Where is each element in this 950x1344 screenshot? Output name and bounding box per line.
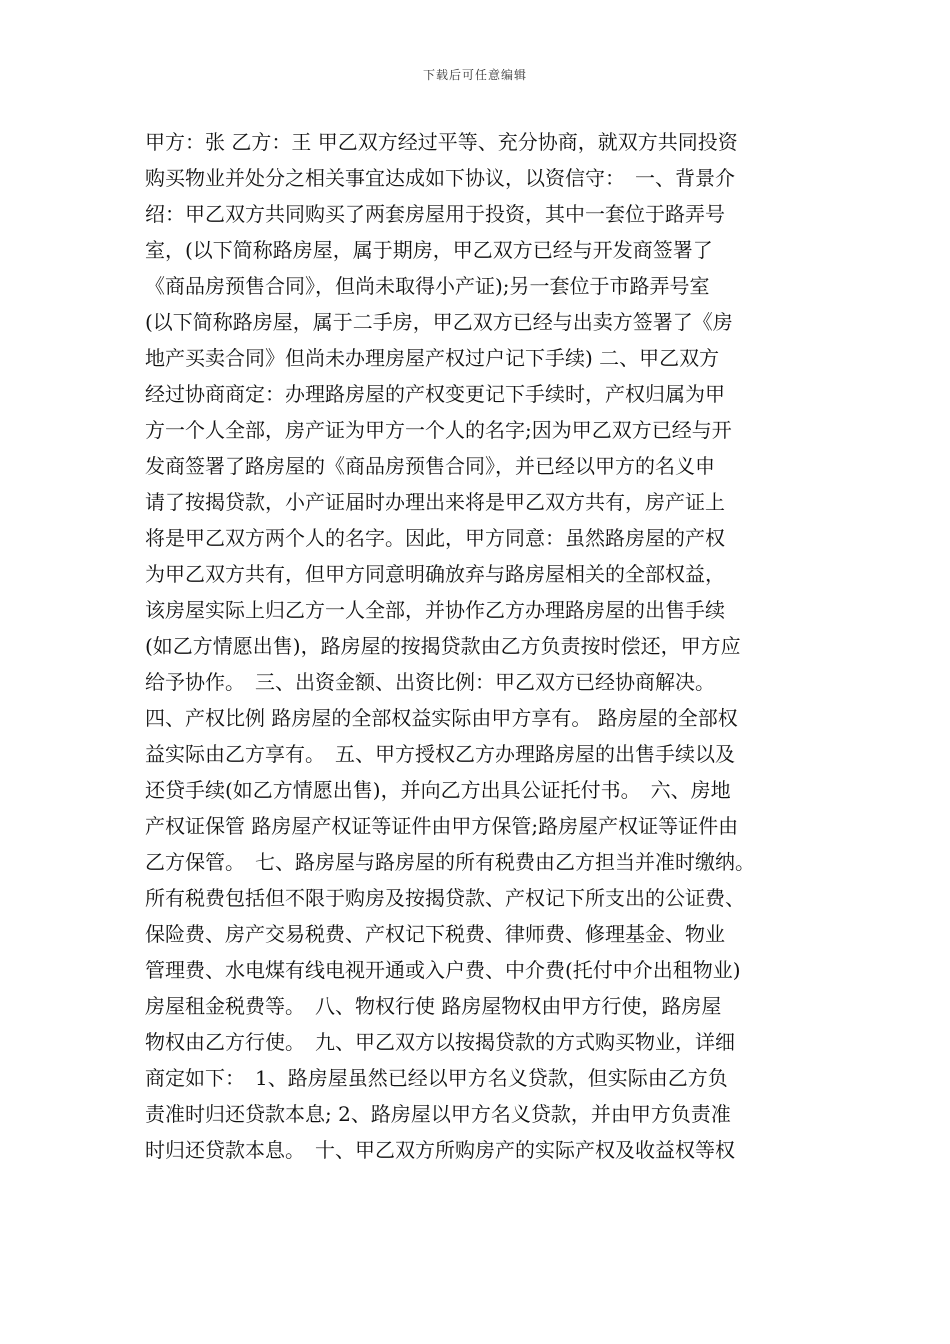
text-line: (以下简称路房屋，属于二手房，甲乙双方已经与出卖方签署了《房 [145,310,733,334]
text-line: 产权证保管 路房屋产权证等证件由甲方保管;路房屋产权证等证件由 [145,814,739,838]
text-line: 经过协商商定：办理路房屋的产权变更记下手续时，产权归属为甲 [145,382,725,406]
text-line: 益实际由乙方享有。 五、甲方授权乙方办理路房屋的出售手续以及 [145,742,735,766]
text-line: 《商品房预售合同》，但尚未取得小产证);另一套位于市路弄号室 [145,274,710,298]
text-line: 四、产权比例 路房屋的全部权益实际由甲方享有。 路房屋的全部权 [145,706,738,730]
text-line: 所有税费包括但不限于购房及按揭贷款、产权记下所支出的公证费、 [145,886,745,910]
text-line: 还贷手续(如乙方情愿出售)，并向乙方出具公证托付书。 六、房地 [145,778,731,802]
text-line: 房屋租金税费等。 八、物权行使 路房屋物权由甲方行使，路房屋 [145,994,722,1018]
page-header: 下载后可任意编辑 [422,68,527,82]
text-line: 责准时归还贷款本息; 2、路房屋以甲方名义贷款，并由甲方负责准 [145,1102,731,1126]
text-line: 时归还贷款本息。 十、甲乙双方所购房产的实际产权及收益权等权 [145,1138,735,1162]
agreement-body [145,124,807,1168]
text-line: 物权由乙方行使。 九、甲乙双方以按揭贷款的方式购买物业，详细 [145,1030,735,1054]
text-line: (如乙方情愿出售)，路房屋的按揭贷款由乙方负责按时偿还，甲方应 [145,634,741,658]
text-line: 室，(以下简称路房屋，属于期房，甲乙双方已经与开发商签署了 [145,238,713,262]
text-line: 购买物业并处分之相关事宜达成如下协议，以资信守： 一、背景介 [145,166,735,190]
text-line: 为甲乙双方共有，但甲方同意明确放弃与路房屋相关的全部权益， [145,562,725,586]
text-line: 给予协作。 三、出资金额、出资比例：甲乙双方已经协商解决。 [145,670,715,694]
text-line: 甲方：张 乙方：王 甲乙双方经过平等、充分协商，就双方共同投资 [145,130,738,154]
text-line: 绍：甲乙双方共同购买了两套房屋用于投资，其中一套位于路弄号 [145,202,725,226]
text-line: 发商签署了路房屋的《商品房预售合同》，并已经以甲方的名义申 [145,454,715,478]
text-line: 管理费、水电煤有线电视开通或入户费、中介费(托付中介出租物业) [145,958,741,982]
text-line: 将是甲乙双方两个人的名字。因此，甲方同意：虽然路房屋的产权 [145,526,725,550]
text-line: 乙方保管。 七、路房屋与路房屋的所有税费由乙方担当并准时缴纳。 [145,850,755,874]
text-line: 方一个人全部，房产证为甲方一个人的名字;因为甲乙双方已经与开 [145,418,732,442]
text-line: 该房屋实际上归乙方一人全部，并协作乙方办理路房屋的出售手续 [145,598,725,622]
text-line: 请了按揭贷款，小产证届时办理出来将是甲乙双方共有，房产证上 [145,490,725,514]
text-line: 保险费、房产交易税费、产权记下税费、律师费、修理基金、物业 [145,922,725,946]
text-line: 地产买卖合同》但尚未办理房屋产权过户记下手续) 二、甲乙双方 [145,346,720,370]
text-line: 商定如下： 1、路房屋虽然已经以甲方名义贷款，但实际由乙方负 [145,1066,728,1090]
